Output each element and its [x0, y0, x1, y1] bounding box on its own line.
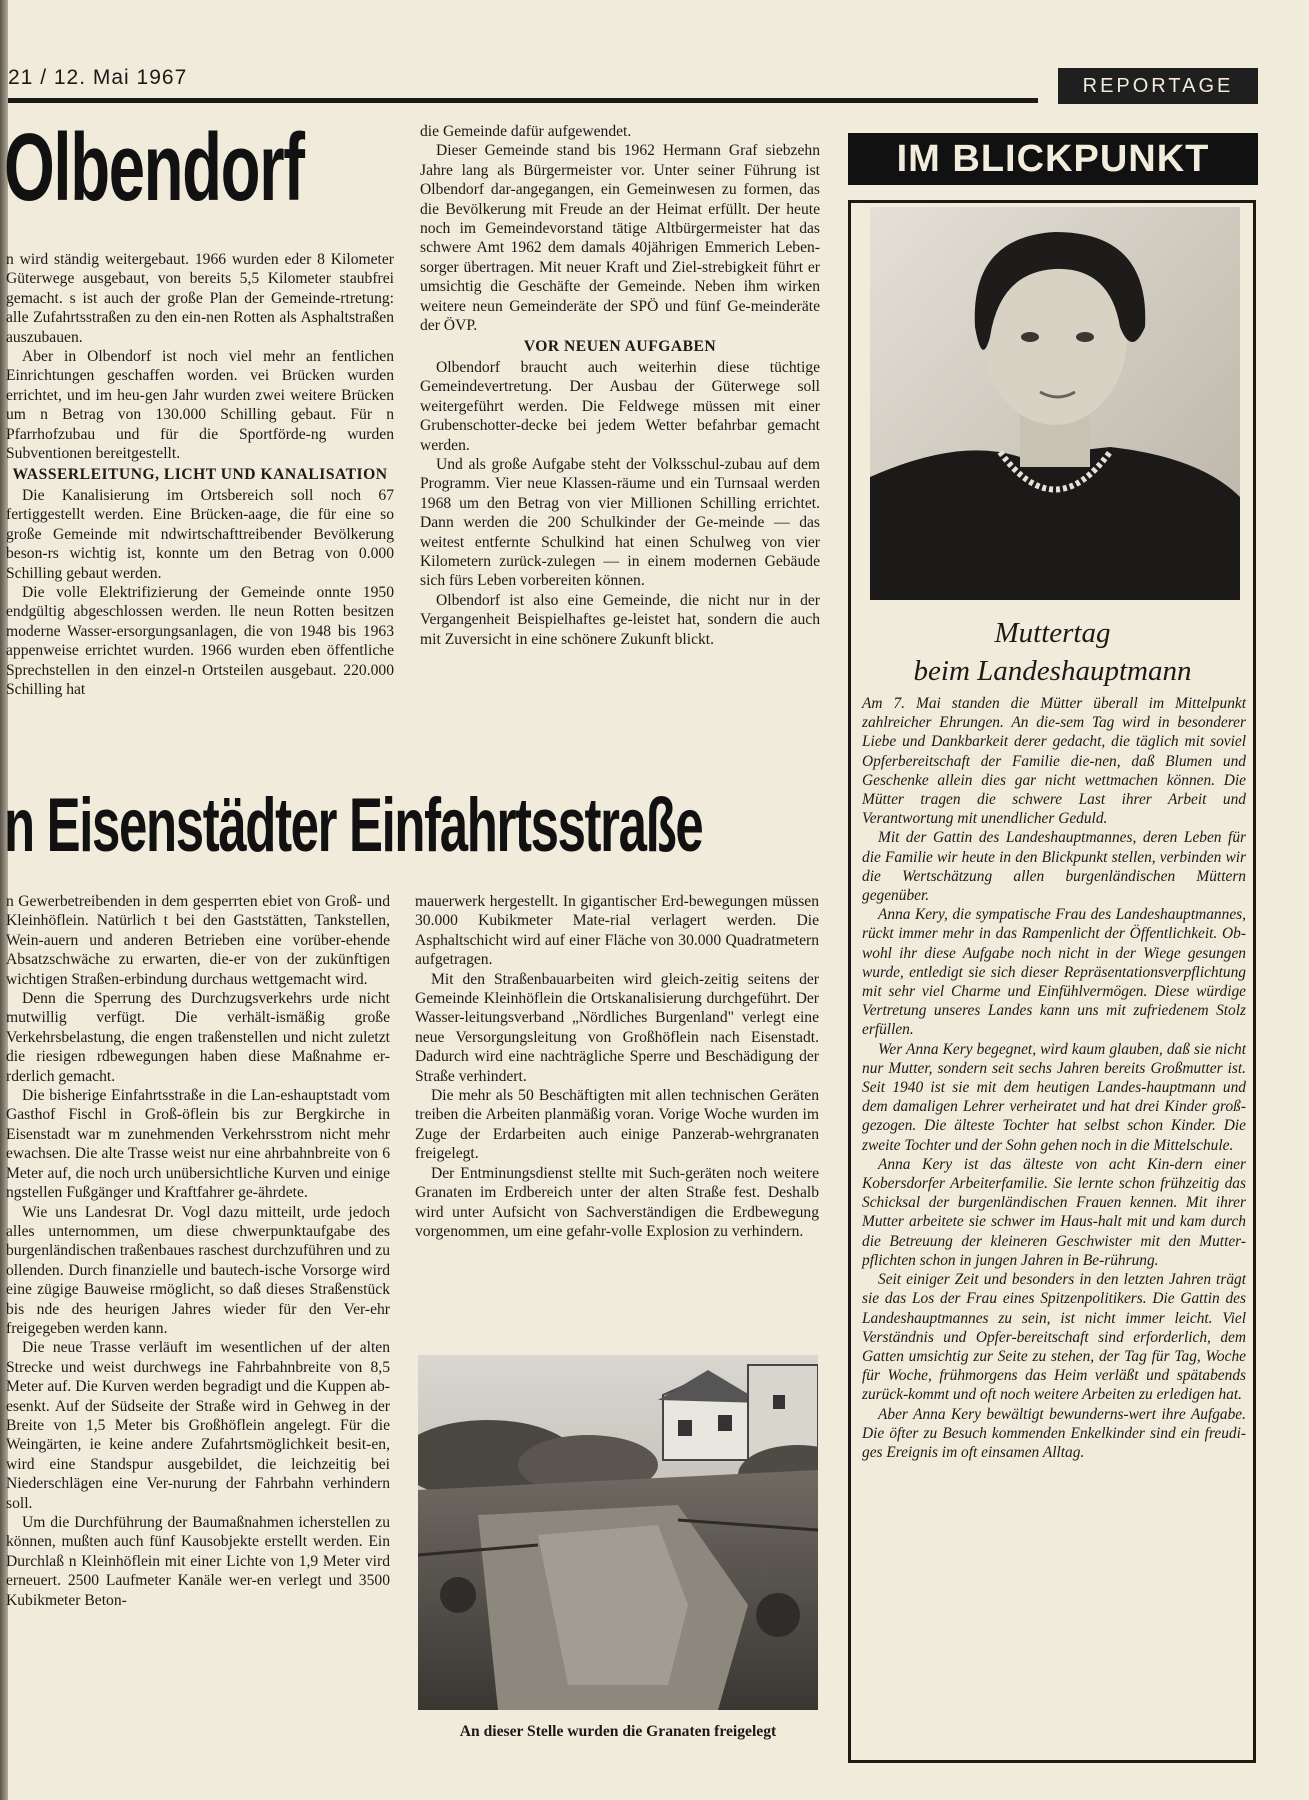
header-rule — [8, 98, 1038, 103]
paragraph: Mit der Gattin des Landeshauptmannes, deren Leben für die Familie wir heute in den Blickpunkt stellen, verbinden wir die Wertschätzung allen burgenländischen Müttern gegenüber. — [862, 829, 1246, 905]
subheading: WASSERLEITUNG, LICHT UND KANALISATION — [12, 466, 388, 484]
paragraph: Aber in Olbendorf ist noch viel mehr an fentlichen Einrichtungen geschaffen worden. vei Brücken wurden errichtet, und im heu-gen Jahr wurden zwei weitere Brücken um n Betrag von 130.000 Schilling gebaut. Für n Pfarrhofzubau und für die Sportförde-ng wurden Subventionen bereitgestellt. — [6, 348, 394, 463]
paragraph: Die volle Elektrifizierung der Gemeinde onnte 1950 endgültig abgeschlossen werden. lle neun Rotten besitzen moderne Wasser-ersorgungsanlagen, die von 1948 bis 1963 appenweise errichtet wurden. 1966 wurden eben öffentliche Sprechstellen in den einzel-n Ortsteilen ausgebaut. 220.000 Schilling hat — [6, 583, 394, 698]
subheading: VOR NEUEN AUFGABEN — [523, 338, 717, 356]
paragraph: Olbendorf ist also eine Gemeinde, die nicht nur in der Vergangenheit Beispielhaftes ge-leistet hat, sondern die auch mit Zuversicht in eine schönere Zukunft blickt. — [420, 591, 820, 648]
paragraph: n wird ständig weitergebaut. 1966 wurden eder 8 Kilometer Güterwege ausgebaut, von bereits 5,5 Kilometer staubfrei gemacht. s ist auch der große Plan der Gemeinde-rtretung: alle Zufahrtsstraßen zu den ein-nen Rotten als Asphaltstraßen auszubauen. — [6, 251, 394, 346]
sidebar-article-title — [855, 614, 1250, 690]
article2-column-1 — [6, 892, 390, 1610]
paragraph: die Gemeinde dafür aufgewendet. — [420, 123, 632, 140]
article2-column-2 — [415, 892, 819, 1241]
paragraph: Wie uns Landesrat Dr. Vogl dazu mitteilt, urde jedoch alles unternommen, um diese chwerpunktaufgabe des burgenländischen traßenbaues raschest durchzuführen und zu ollenden. Durch finanzielle und bautech-ische Vorsorge wird eine zügige Bauweise rmöglicht, so daß dieses Straßenstück bis nde des heurigen Jahres wieder für den Ver-ehr freigegeben werden kann. — [6, 1203, 390, 1337]
construction-site-photo — [418, 1355, 818, 1710]
paragraph: Denn die Sperrung des Durchzugsverkehrs urde nicht mutwillig verfügt. Die verhält-ismäßig große Verkehrsbelastung, die engen traßenstellen und nicht zuletzt die riesigen rdbewegungen haben diese Maßnahme er-rderlich gemacht. — [6, 990, 390, 1085]
paragraph: Die neue Trasse verläuft im wesentlichen uf der alten Strecke und weist durchwegs ine Fahrbahnbreite von 8,5 Meter auf. Die Kurven werden begradigt und die Kuppen ab-esenkt. Auf der Südseite der Straße wird in Gehweg in der Breite von 1,5 Meter bis Großhöflein angelegt. Für die Weingärten, ie keine andere Zufahrtsmöglichkeit besit-en, wird eine Standspur ausgebildet, die leichzeitig bei Niederschlägen eine Ver-nurung der Fahrbahn verhindern soll. — [6, 1339, 390, 1512]
paragraph: Die Kanalisierung im Ortsbereich soll noch 67 fertiggestellt werden. Eine Brücken-aage, die für eine so große Gemeinde mit ndwirtschafttreibender Bevölkerung beson-rs wichtig ist, konnte um den Betrag von 0.000 Schilling gebaut werden. — [6, 486, 394, 582]
paragraph: mauerwerk hergestellt. In gigantischer Erd-bewegungen müssen 30.000 Kubikmeter Mate-rial verlagert werden. Die Asphaltschicht wird auf einer Fläche von 30.000 Quadratmetern aufgetragen. — [415, 893, 819, 969]
article1-column-2 — [420, 122, 820, 649]
paragraph: n Gewerbetreibenden in dem gesperrten ebiet von Groß- und Kleinhöflein. Natürlich t bei den Gaststätten, Tankstellen, Wein-auern und anderen Betrieben eine vorüber-ehende Absatzschwäche zu erwarten, die-er von der zukünftigen wichtigen Straßen-erbindung durchaus wettgemacht wird. — [6, 893, 390, 988]
paragraph: Aber Anna Kery bewältigt bewunderns-wert ihre Aufgabe. Die öfter zu Besuch kommenden Enkelkinder sind ein freudi-ges Ereignis im oft einsamen Alltag. — [862, 1405, 1246, 1461]
paragraph: Anna Kery, die sympatische Frau des Landeshauptmannes, rückt immer mehr in das Rampenlicht der Öffentlichkeit. Ob-wohl ihr diese Aufgabe noch nicht in der Wiege gesungen wurde, entledigt sie sich dieser Repräsentationsverpflichtung mit sehr viel Charme und Einfühlvermögen. Diese würdige Vertretung unseres Landes kann uns mit zufriedenem Stolz erfüllen. — [862, 906, 1246, 1039]
paragraph: Wer Anna Kery begegnet, wird kaum glauben, daß sie nicht nur Mutter, sondern seit sechs Jahren bereits Großmutter ist. Seit 1940 ist sie mit dem heutigen Landes-hauptmann und dem damaligen Lehrer verheiratet und hat drei Kinder groß-gezogen. Die älteste Tochter hat selbst schon Kinder. Die zweite Tochter und der Sohn gehen noch in die Mittelschule. — [862, 1040, 1246, 1154]
portrait-photo — [870, 207, 1240, 600]
paragraph: Dieser Gemeinde stand bis 1962 Hermann Graf siebzehn Jahre lang als Bürgermeister vor. Unter seiner Führung ist Olbendorf dar-angegangen, ein Gemeinwesen zu formen, das die Bevölkerung mit Freude an der Heimat erfüllt. Der heute noch im Gemeindevorstand tätige Altbürgermeister hat das schwere Amt 1962 dem damals 40jährigen Emmerich Leben-sorger übertragen. Mit neuer Kraft und Ziel-strebigkeit führt er umsichtig die Geschäfte der Gemeinde. Neben ihm wirken weitere neun Gemeinderäte der SPÖ und fünf Ge-meinderäte der ÖVP. — [420, 142, 820, 335]
paragraph: Die bisherige Einfahrtsstraße in die Lan-eshauptstadt vom Gasthof Fischl in Groß-öflein bis zur Bergkirche in Eisenstadt war m zunehmenden Verkehrsstrom nicht mehr ewachsen. Die alte Trasse weist nur eine ahrbahnbreite von 6 Meter auf, die noch urch unübersichtliche Kurven und einige ngstellen Fußgänger und Kraftfahrer ge-ährdete. — [6, 1087, 390, 1202]
paragraph: Am 7. Mai standen die Mütter überall im Mittelpunkt zahlreicher Ehrungen. An die-sem Tag wird in besonderer Liebe und Dankbarkeit derer gedacht, die täglich mit soviel Opferbereitschaft der Familie die-nen, daß Blumen und Geschenke allein dies gar nicht wettmachen können. Die Mütter tragen die schwere Last ihrer Arbeit und Verantwortung mit unendlicher Geduld. — [862, 695, 1246, 828]
sidebar-article-body — [862, 694, 1246, 1462]
sidebar-article-title-line2: beim Landeshauptmann — [913, 655, 1192, 687]
section-tag: REPORTAGE — [1058, 68, 1258, 104]
article1-column-1 — [6, 250, 394, 699]
paragraph: Olbendorf braucht auch weiterhin diese tüchtige Gemeindevertretung. Der Ausbau der Güterwege soll weitergeführt werden. Die Feldwege müssen mit einer Grubenschotter-decke bei jedem Wetter befahrbar gemacht werden. — [420, 358, 820, 454]
photo-caption: An dieser Stelle wurden die Granaten freigelegt — [459, 1723, 777, 1740]
sidebar-title: IM BLICKPUNKT — [848, 133, 1258, 185]
paragraph: Die mehr als 50 Beschäftigten mit allen technischen Geräten treiben die Arbeiten planmäßig voran. Vorige Woche wurden im Zuge der Erdarbeiten auch einige Panzerab-wehrgranaten freigelegt. — [415, 1087, 819, 1163]
headline-olbendorf: Olbendorf — [4, 114, 304, 221]
paragraph: Anna Kery ist das älteste von acht Kin-dern einer Kobersdorfer Arbeiterfamilie. Sie lernte schon frühzeitig das Schicksal der burgenländischen Frauen kennen. Mit ihrer Mutter arbeitete sie schwer im Haus-halt mit und kam durch die Betreuung der kleineren Geschwister mit den Mutter-pflichten schon in jungen Jahren in Be-rührung. — [862, 1155, 1246, 1269]
paragraph: Der Entminungsdienst stellte mit Such-geräten noch weitere Granaten im Erdbereich unter der alten Straße fest. Deshalb wird unter Aufsicht von Sachverständigen die Erdbewegung vorgenommen, um eine gefahr-volle Explosion zu verhindern. — [415, 1164, 819, 1240]
paragraph: Seit einiger Zeit und besonders in den letzten Jahren trägt sie das Los der Frau eines Spitzenpolitikers. Die Gattin des Landeshauptmannes zu sein, ist nicht immer leicht. Viel Verständnis und Opfer-bereitschaft sind erforderlich, dem Gatten umsichtig zur Seite zu stehen, der Tag für Tag, Woche für Woche, frühmorgens das Heim verläßt und spätabends zurück-kommt und oft noch weitere Arbeiten zu erledigen hat. — [862, 1271, 1246, 1404]
sidebar-article-title-line1: Muttertag — [994, 617, 1111, 649]
paragraph: Und als große Aufgabe steht der Volksschul-zubau auf dem Programm. Vier neue Klassen-räume und ein Turnsaal werden 1968 um den Betrag von vier Millionen Schilling errichtet. Dann werden die 200 Schulkinder der Ge-meinde — das weitest entfernte Schulkind hat einen Schulweg von vier Kilometern zurück-zulegen — in einem modernen Gebäude sich fürs Leben vorbereiten können. — [420, 455, 820, 590]
headline-einfahrtsstrasse: n Eisenstädter Einfahrtsstraße — [4, 783, 703, 868]
issue-date-line: 21 / 12. Mai 1967 — [8, 66, 188, 89]
paragraph: Mit den Straßenbauarbeiten wird gleich-zeitig seitens der Gemeinde Kleinhöflein die Ortskanalisierung durchgeführt. Der Wasser-leitungsverband „Nördliches Burgenland" verlegt eine neue Versorgungsleitung von Großhöflein nach Eisenstadt. Dadurch wird eine nachträgliche Sperre und Beschädigung der Straße verhindert. — [415, 970, 819, 1085]
paragraph: Um die Durchführung der Baumaßnahmen icherstellen zu können, mußten auch fünf Kausobjekte erstellt werden. Ein Durchlaß n Kleinhöflein mit einer Lichte von 1,9 Meter vird erneuert. 2500 Laufmeter Kanäle wer-en verlegt und 3500 Kubikmeter Beton- — [6, 1514, 390, 1609]
